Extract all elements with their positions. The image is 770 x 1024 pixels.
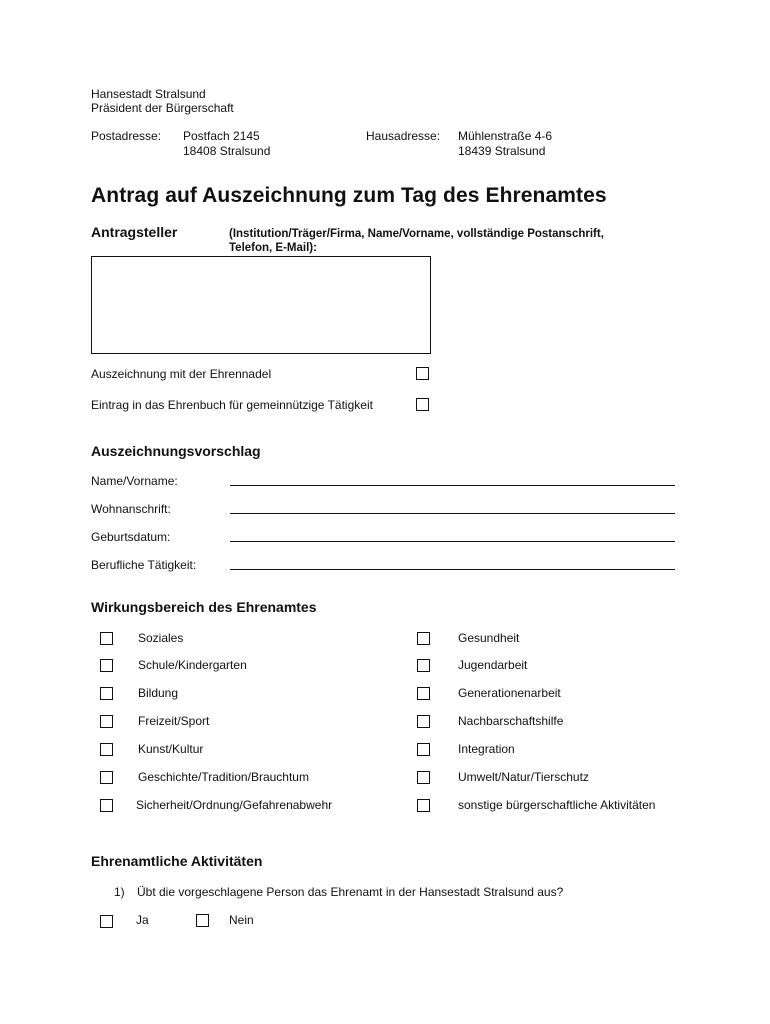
post-address-line1: Postfach 2145 (183, 129, 260, 143)
scope-label-sicherheit: Sicherheit/Ordnung/Gefahrenabwehr (136, 798, 333, 812)
scope-label-generationenarbeit: Generationenarbeit (458, 686, 561, 700)
field-label-birthdate: Geburtsdatum: (91, 530, 171, 544)
scope-checkbox-generationenarbeit[interactable] (417, 687, 430, 700)
answer-no-label: Nein (229, 913, 254, 927)
applicant-input-box[interactable] (91, 256, 431, 354)
scope-checkbox-soziales[interactable] (100, 632, 113, 645)
scope-label-schule: Schule/Kindergarten (138, 658, 247, 672)
award-option-label-ehrenbuch: Eintrag in das Ehrenbuch für gemeinnützige Tätigkeit (91, 398, 373, 412)
answer-yes-label: Ja (136, 913, 149, 927)
field-input-name[interactable] (230, 485, 675, 486)
award-option-checkbox-ehrenbuch[interactable] (416, 398, 429, 411)
scope-label-soziales: Soziales (138, 631, 184, 645)
post-address-label: Postadresse: (91, 129, 162, 143)
scope-checkbox-integration[interactable] (417, 743, 430, 756)
scope-label-kunst: Kunst/Kultur (138, 742, 204, 756)
scope-label-gesundheit: Gesundheit (458, 631, 520, 645)
house-address-label: Hausadresse: (366, 129, 441, 143)
answer-yes-checkbox[interactable] (100, 915, 113, 928)
scope-label-umwelt: Umwelt/Natur/Tierschutz (458, 770, 589, 784)
scope-label-bildung: Bildung (138, 686, 179, 700)
field-input-birthdate[interactable] (230, 541, 675, 542)
scope-checkbox-freizeit[interactable] (100, 715, 113, 728)
scope-checkbox-jugendarbeit[interactable] (417, 659, 430, 672)
field-input-occupation[interactable] (230, 569, 675, 570)
field-label-name: Name/Vorname: (91, 474, 178, 488)
applicant-heading: Antragsteller (91, 224, 178, 240)
house-address-line2: 18439 Stralsund (458, 144, 546, 158)
question-number: 1) (114, 885, 125, 899)
page-title: Antrag auf Auszeichnung zum Tag des Ehrenamtes (91, 184, 607, 207)
scope-checkbox-umwelt[interactable] (417, 771, 430, 784)
scope-label-nachbarschaftshilfe: Nachbarschaftshilfe (458, 714, 564, 728)
scope-label-freizeit: Freizeit/Sport (138, 714, 210, 728)
post-address-line2: 18408 Stralsund (183, 144, 271, 158)
scope-heading: Wirkungsbereich des Ehrenamtes (91, 599, 317, 615)
award-option-checkbox-ehrennadel[interactable] (416, 367, 429, 380)
applicant-hint-line2: Telefon, E-Mail): (229, 242, 317, 254)
scope-checkbox-sicherheit[interactable] (100, 799, 113, 812)
activities-heading: Ehrenamtliche Aktivitäten (91, 853, 263, 869)
scope-checkbox-schule[interactable] (100, 659, 113, 672)
question-text: Übt die vorgeschlagene Person das Ehrenamt in der Hansestadt Stralsund aus? (137, 885, 564, 899)
proposal-heading: Auszeichnungsvorschlag (91, 443, 261, 459)
field-input-address[interactable] (230, 513, 675, 514)
award-option-label-ehrennadel: Auszeichnung mit der Ehrennadel (91, 367, 272, 381)
applicant-hint-line1: (Institution/Träger/Firma, Name/Vorname, vollständige Postanschrift, (229, 228, 604, 240)
scope-checkbox-nachbarschaftshilfe[interactable] (417, 715, 430, 728)
scope-label-jugendarbeit: Jugendarbeit (458, 658, 528, 672)
scope-checkbox-bildung[interactable] (100, 687, 113, 700)
sender-title: Präsident der Bürgerschaft (91, 101, 234, 115)
scope-label-integration: Integration (458, 742, 515, 756)
scope-checkbox-gesundheit[interactable] (417, 632, 430, 645)
house-address-line1: Mühlenstraße 4-6 (458, 129, 553, 143)
scope-checkbox-sonstige[interactable] (417, 799, 430, 812)
scope-label-sonstige: sonstige bürgerschaftliche Aktivitäten (458, 798, 656, 812)
scope-checkbox-kunst[interactable] (100, 743, 113, 756)
answer-no-checkbox[interactable] (196, 914, 209, 927)
field-label-occupation: Berufliche Tätigkeit: (91, 558, 197, 572)
sender-name: Hansestadt Stralsund (91, 87, 206, 101)
scope-label-geschichte: Geschichte/Tradition/Brauchtum (138, 770, 309, 784)
field-label-address: Wohnanschrift: (91, 502, 171, 516)
scope-checkbox-geschichte[interactable] (100, 771, 113, 784)
